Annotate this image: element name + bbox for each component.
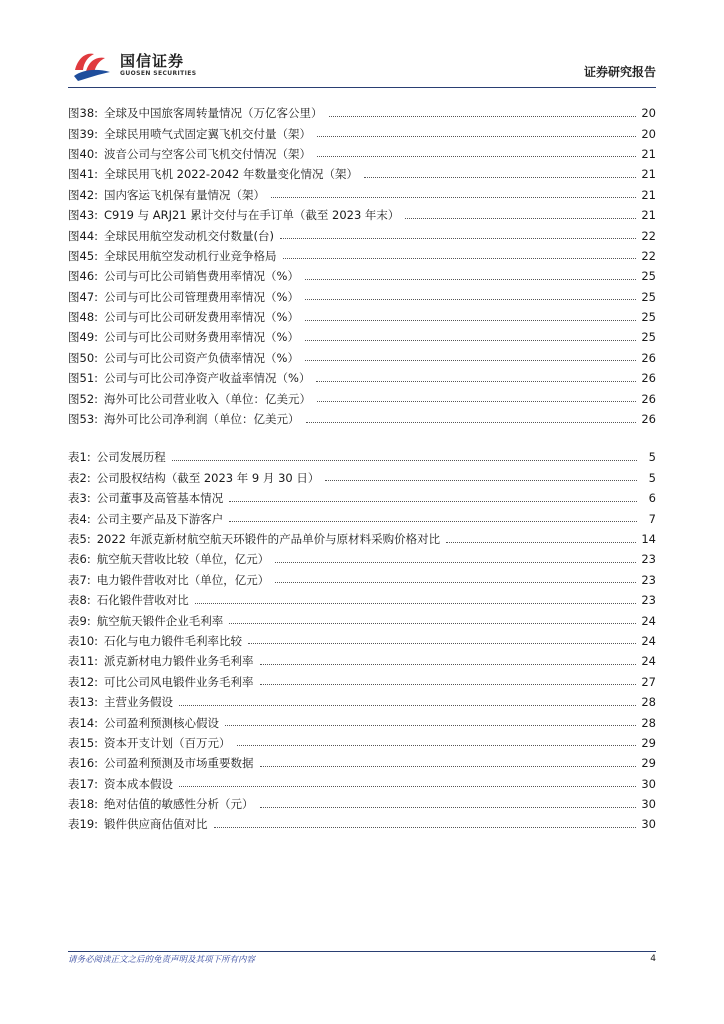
report-type: 证券研究报告 [583,65,656,79]
entry-title: 全球民用航空发动机行业竞争格局 [104,248,277,263]
brand-name-cn: 国信证券 [120,52,185,70]
entry-title: 全球民用喷气式固定翼飞机交付量（架） [104,126,312,141]
entry-title: 全球民用飞机 2022-2042 年数量变化情况（架） [104,167,359,182]
entry-page-number: 20 [641,106,656,121]
brand-name-en: GUOSEN SECURITIES [120,70,197,77]
dot-leader [306,422,637,423]
entry-page-number: 28 [641,715,656,730]
entry-page-number: 24 [641,613,656,628]
entry-title: 资本开支计划（百万元） [104,735,231,750]
dot-leader [305,340,636,341]
entry-title: 波音公司与空客公司飞机交付情况（架） [104,146,312,161]
dot-leader [229,521,637,522]
entry-page-number: 23 [641,552,656,567]
figure-entry[interactable] [68,409,656,429]
figure-entry[interactable] [68,205,656,225]
entry-title: 公司发展历程 [96,450,166,465]
figure-entry[interactable] [68,185,656,205]
entry-title: 公司与可比公司销售费用率情况（%） [104,269,299,284]
entry-title: 派克新材电力锻件业务毛利率 [104,654,254,669]
entry-title: 公司与可比公司净资产收益率情况（%） [104,371,311,386]
entry-page-number: 14 [641,532,656,546]
entry-label: 图42: [68,187,99,202]
dot-leader [316,381,636,382]
entry-label: 表16: [68,756,99,771]
entry-label: 表13: [68,695,99,710]
entry-page-number: 23 [641,593,656,608]
entry-label: 表19: [68,817,99,832]
entry-title: 石化与电力锻件毛利率比较 [104,633,243,648]
figure-entry[interactable] [68,266,656,286]
figure-entry[interactable] [68,388,656,408]
entry-title: 航空航天锻件企业毛利率 [96,613,224,628]
dot-leader [405,218,636,219]
entry-label: 表10: [68,633,99,648]
entry-title: 公司主要产品及下游客户 [96,511,224,526]
entry-page-number: 5 [648,470,656,485]
table-entry[interactable] [68,774,656,794]
table-entry[interactable] [68,549,656,569]
dot-leader [305,279,636,280]
entry-page-number: 29 [641,735,656,750]
dot-leader [275,562,636,563]
entry-title: 公司与可比公司管理费用率情况（%） [104,289,299,304]
entry-page-number: 7 [648,511,656,526]
entry-label: 表3: [68,491,91,506]
entry-label: 图50: [68,350,99,365]
dot-leader [271,197,636,198]
entry-title: 航空航天营收比较（单位，亿元） [96,552,270,567]
entry-label: 图52: [68,391,99,406]
header-divider [68,87,656,88]
entry-page-number: 21 [641,208,656,223]
dot-leader [237,745,637,746]
entry-page-number: 23 [641,572,656,587]
entry-page-number: 21 [641,167,656,182]
entry-page-number: 20 [641,126,656,141]
figure-entry[interactable] [68,103,656,123]
table-entry[interactable] [68,447,656,467]
table-entry[interactable] [68,468,656,488]
entry-label: 表1: [68,450,91,465]
table-entry[interactable] [68,733,656,753]
table-entry[interactable] [68,794,656,814]
page-header [0,0,724,92]
entry-page-number: 30 [641,776,656,791]
dot-leader [305,299,636,300]
entry-label: 表5: [68,532,91,546]
dot-leader [317,156,636,157]
entry-title: 锻件供应商估值对比 [104,817,208,832]
entry-page-number: 26 [641,371,656,386]
entry-page-number: 26 [641,350,656,365]
entry-label: 表14: [68,715,99,730]
table-entry[interactable] [68,610,656,630]
disclaimer-note: 请务必阅读正文之后的免责声明及其项下所有内容 [68,955,256,965]
table-of-contents [68,103,656,835]
dot-leader [280,238,636,239]
table-entry[interactable] [68,672,656,692]
entry-label: 图40: [68,146,99,161]
entry-label: 图51: [68,371,99,386]
dot-leader [260,684,637,685]
table-entry[interactable] [68,712,656,732]
entry-title: 石化锻件营收对比 [96,593,189,608]
entry-page-number: 30 [641,797,656,812]
entry-label: 图48: [68,310,99,325]
entry-page-number: 27 [641,674,656,689]
dot-leader [305,320,636,321]
entry-label: 图38: [68,106,99,121]
entry-title: 公司盈利预测核心假设 [104,715,220,730]
dot-leader [325,480,637,481]
dot-leader [179,705,636,706]
dot-leader [225,725,636,726]
table-list [68,447,656,834]
entry-label: 图43: [68,208,99,223]
entry-label: 图39: [68,126,99,141]
dot-leader [260,664,637,665]
table-entry[interactable] [68,631,656,651]
dot-leader [305,360,636,361]
entry-title: 全球及中国旅客周转量情况（万亿客公里） [104,106,323,121]
dot-leader [179,786,636,787]
entry-page-number: 25 [641,289,656,304]
entry-label: 图44: [68,228,99,243]
entry-page-number: 25 [641,269,656,284]
entry-title: 海外可比公司净利润（单位：亿美元） [104,412,300,427]
dot-leader [283,258,637,259]
entry-title: 电力锻件营收对比（单位，亿元） [96,572,270,587]
entry-label: 表6: [68,552,91,567]
entry-title: 国内客运飞机保有量情况（架） [104,187,266,202]
entry-page-number: 25 [641,310,656,325]
entry-page-number: 24 [641,654,656,669]
page-number: 4 [650,954,656,964]
entry-label: 图46: [68,269,99,284]
dot-leader [317,401,636,402]
entry-page-number: 28 [641,695,656,710]
table-entry[interactable] [68,529,656,549]
table-entry[interactable] [68,651,656,671]
dot-leader [260,766,637,767]
entry-label: 表12: [68,674,99,689]
entry-page-number: 22 [641,228,656,243]
entry-label: 表4: [68,511,91,526]
footer-divider [68,951,656,952]
entry-label: 表15: [68,735,99,750]
table-entry[interactable] [68,508,656,528]
entry-label: 图45: [68,248,99,263]
table-entry[interactable] [68,692,656,712]
table-entry[interactable] [68,753,656,773]
entry-title: 公司与可比公司资产负债率情况（%） [104,350,299,365]
entry-page-number: 21 [641,146,656,161]
dot-leader [446,542,636,543]
entry-title: 可比公司风电锻件业务毛利率 [104,674,254,689]
figure-entry[interactable] [68,327,656,347]
entry-label: 图41: [68,167,99,182]
dot-leader [195,603,637,604]
table-entry[interactable] [68,814,656,834]
entry-label: 表18: [68,797,99,812]
figure-entry[interactable] [68,368,656,388]
entry-label: 表9: [68,613,91,628]
entry-title: 绝对估值的敏感性分析（元） [104,797,254,812]
figure-entry[interactable] [68,287,656,307]
guosen-logo-icon [72,48,112,82]
figure-entry[interactable] [68,225,656,245]
dot-leader [214,827,637,828]
figure-entry[interactable] [68,144,656,164]
entry-page-number: 26 [641,412,656,427]
entry-label: 表17: [68,776,99,791]
figure-entry[interactable] [68,164,656,184]
entry-page-number: 21 [641,187,656,202]
entry-title: 公司盈利预测及市场重要数据 [104,756,254,771]
figure-entry[interactable] [68,348,656,368]
entry-page-number: 6 [648,491,656,506]
figure-entry[interactable] [68,246,656,266]
entry-title: 公司董事及高管基本情况 [96,491,224,506]
entry-title: 资本成本假设 [104,776,174,791]
figure-entry[interactable] [68,123,656,143]
table-entry[interactable] [68,570,656,590]
figure-entry[interactable] [68,307,656,327]
dot-leader [172,460,637,461]
entry-page-number: 5 [648,450,656,465]
list-spacer [68,429,656,447]
entry-title: 2022 年派克新材航空航天环锻件的产品单价与原材料采购价格对比 [96,532,441,546]
dot-leader [364,177,636,178]
dot-leader [248,643,636,644]
dot-leader [229,501,637,502]
figure-list [68,103,656,429]
entry-title: 公司与可比公司财务费用率情况（%） [104,330,299,345]
entry-page-number: 29 [641,756,656,771]
dot-leader [229,623,636,624]
entry-title: 主营业务假设 [104,695,174,710]
entry-title: 海外可比公司营业收入（单位：亿美元） [104,391,312,406]
entry-page-number: 25 [641,330,656,345]
entry-label: 表11: [68,654,99,669]
entry-label: 表8: [68,593,91,608]
table-entry[interactable] [68,488,656,508]
entry-title: 公司与可比公司研发费用率情况（%） [104,310,299,325]
entry-label: 表2: [68,470,91,485]
entry-page-number: 24 [641,633,656,648]
entry-title: 全球民用航空发动机交付数量(台) [104,228,274,243]
entry-label: 图47: [68,289,99,304]
dot-leader [329,116,637,117]
table-entry[interactable] [68,590,656,610]
entry-label: 图53: [68,412,99,427]
entry-label: 图49: [68,330,99,345]
entry-title: 公司股权结构（截至 2023 年 9 月 30 日） [96,470,320,485]
dot-leader [317,136,636,137]
dot-leader [260,807,637,808]
entry-page-number: 30 [641,817,656,832]
entry-title: C919 与 ARJ21 累计交付与在手订单（截至 2023 年末） [104,208,400,223]
dot-leader [275,582,636,583]
entry-label: 表7: [68,572,91,587]
entry-page-number: 22 [641,248,656,263]
entry-page-number: 26 [641,391,656,406]
